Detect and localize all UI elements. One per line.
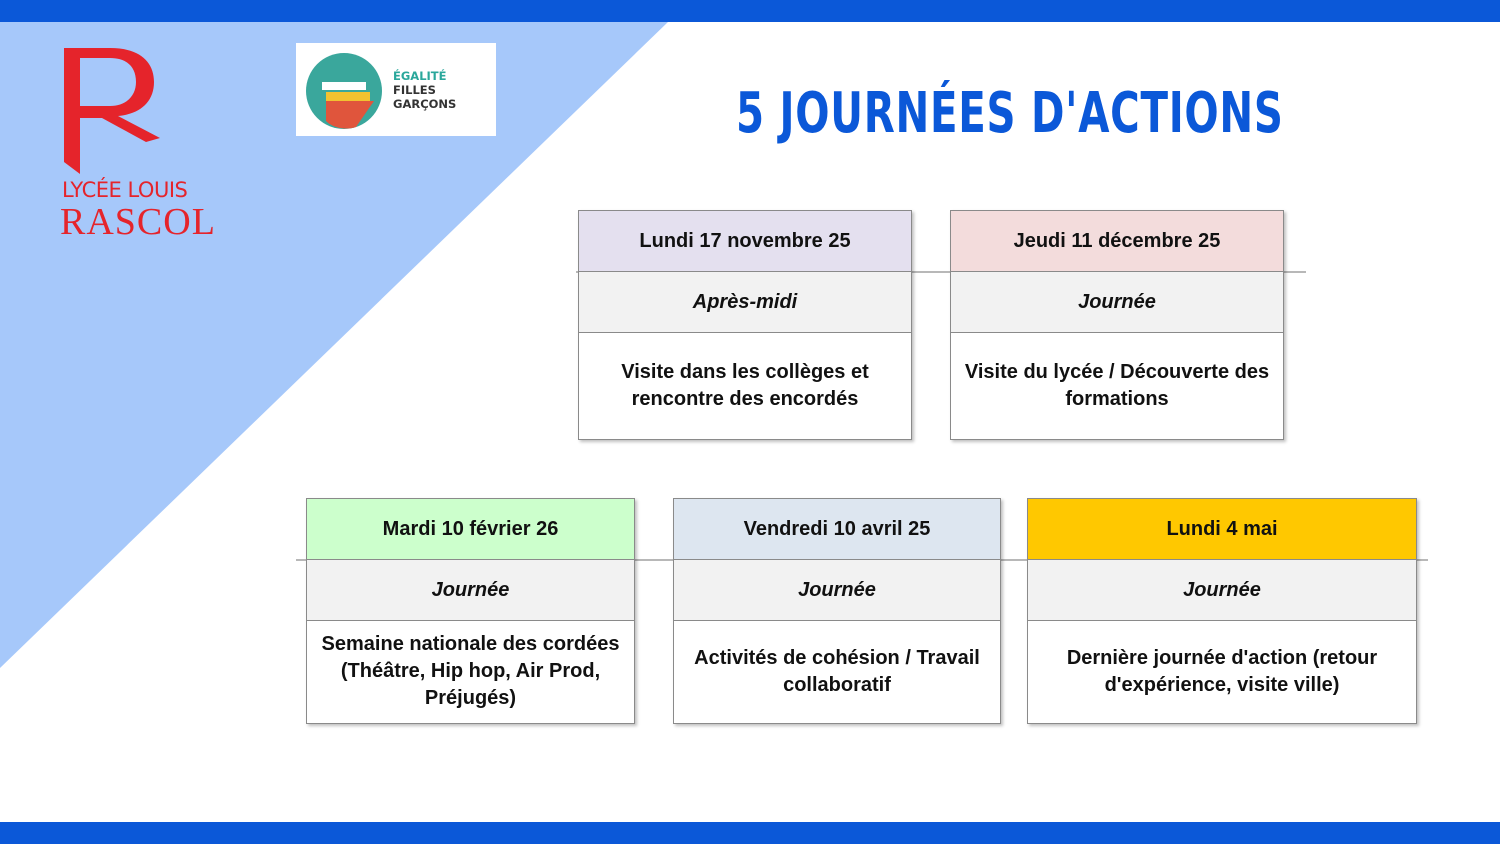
day-period: Après-midi <box>579 272 911 333</box>
day-card-1 <box>578 210 912 440</box>
day-period: Journée <box>674 560 1000 621</box>
day-date: Lundi 17 novembre 25 <box>579 211 911 272</box>
page-title: 5 JOURNÉES D'ACTIONS <box>736 81 1284 146</box>
day-date: Vendredi 10 avril 25 <box>674 499 1000 560</box>
bottom-bar <box>0 822 1500 844</box>
day-description: Dernière journée d'action (retour d'expérience, visite ville) <box>1066 646 1378 696</box>
day-description: Activités de cohésion / Travail collaboratif <box>694 646 980 696</box>
egalite-logo-line2: FILLES <box>393 83 436 97</box>
day-card-4 <box>673 498 1001 724</box>
egalite-logo-line3: GARÇONS <box>393 97 457 111</box>
school-logo-line2: RASCOL <box>60 201 216 243</box>
day-period: Journée <box>1028 560 1416 621</box>
day-period: Journée <box>951 272 1283 333</box>
egalite-emblem-icon <box>304 51 384 131</box>
day-card-5 <box>1027 498 1417 724</box>
day-card-3 <box>306 498 635 724</box>
day-date: Lundi 4 mai <box>1028 499 1416 560</box>
day-date: Mardi 10 février 26 <box>307 499 634 560</box>
day-card-2 <box>950 210 1284 440</box>
day-description: Visite du lycée / Découverte des formations <box>964 360 1270 410</box>
r-logo-icon <box>60 44 170 179</box>
day-description: Visite dans les collèges et rencontre des encordés <box>621 360 869 410</box>
egalite-logo <box>296 43 496 136</box>
day-description: Semaine nationale des cordées (Théâtre, Hip hop, Air Prod, Préjugés) <box>321 633 620 709</box>
egalite-logo-line1: ÉGALITÉ <box>393 69 447 83</box>
day-period: Journée <box>307 560 634 621</box>
school-logo <box>60 44 260 244</box>
day-date: Jeudi 11 décembre 25 <box>951 211 1283 272</box>
school-logo-line1: LYCÉE LOUIS <box>62 178 188 202</box>
